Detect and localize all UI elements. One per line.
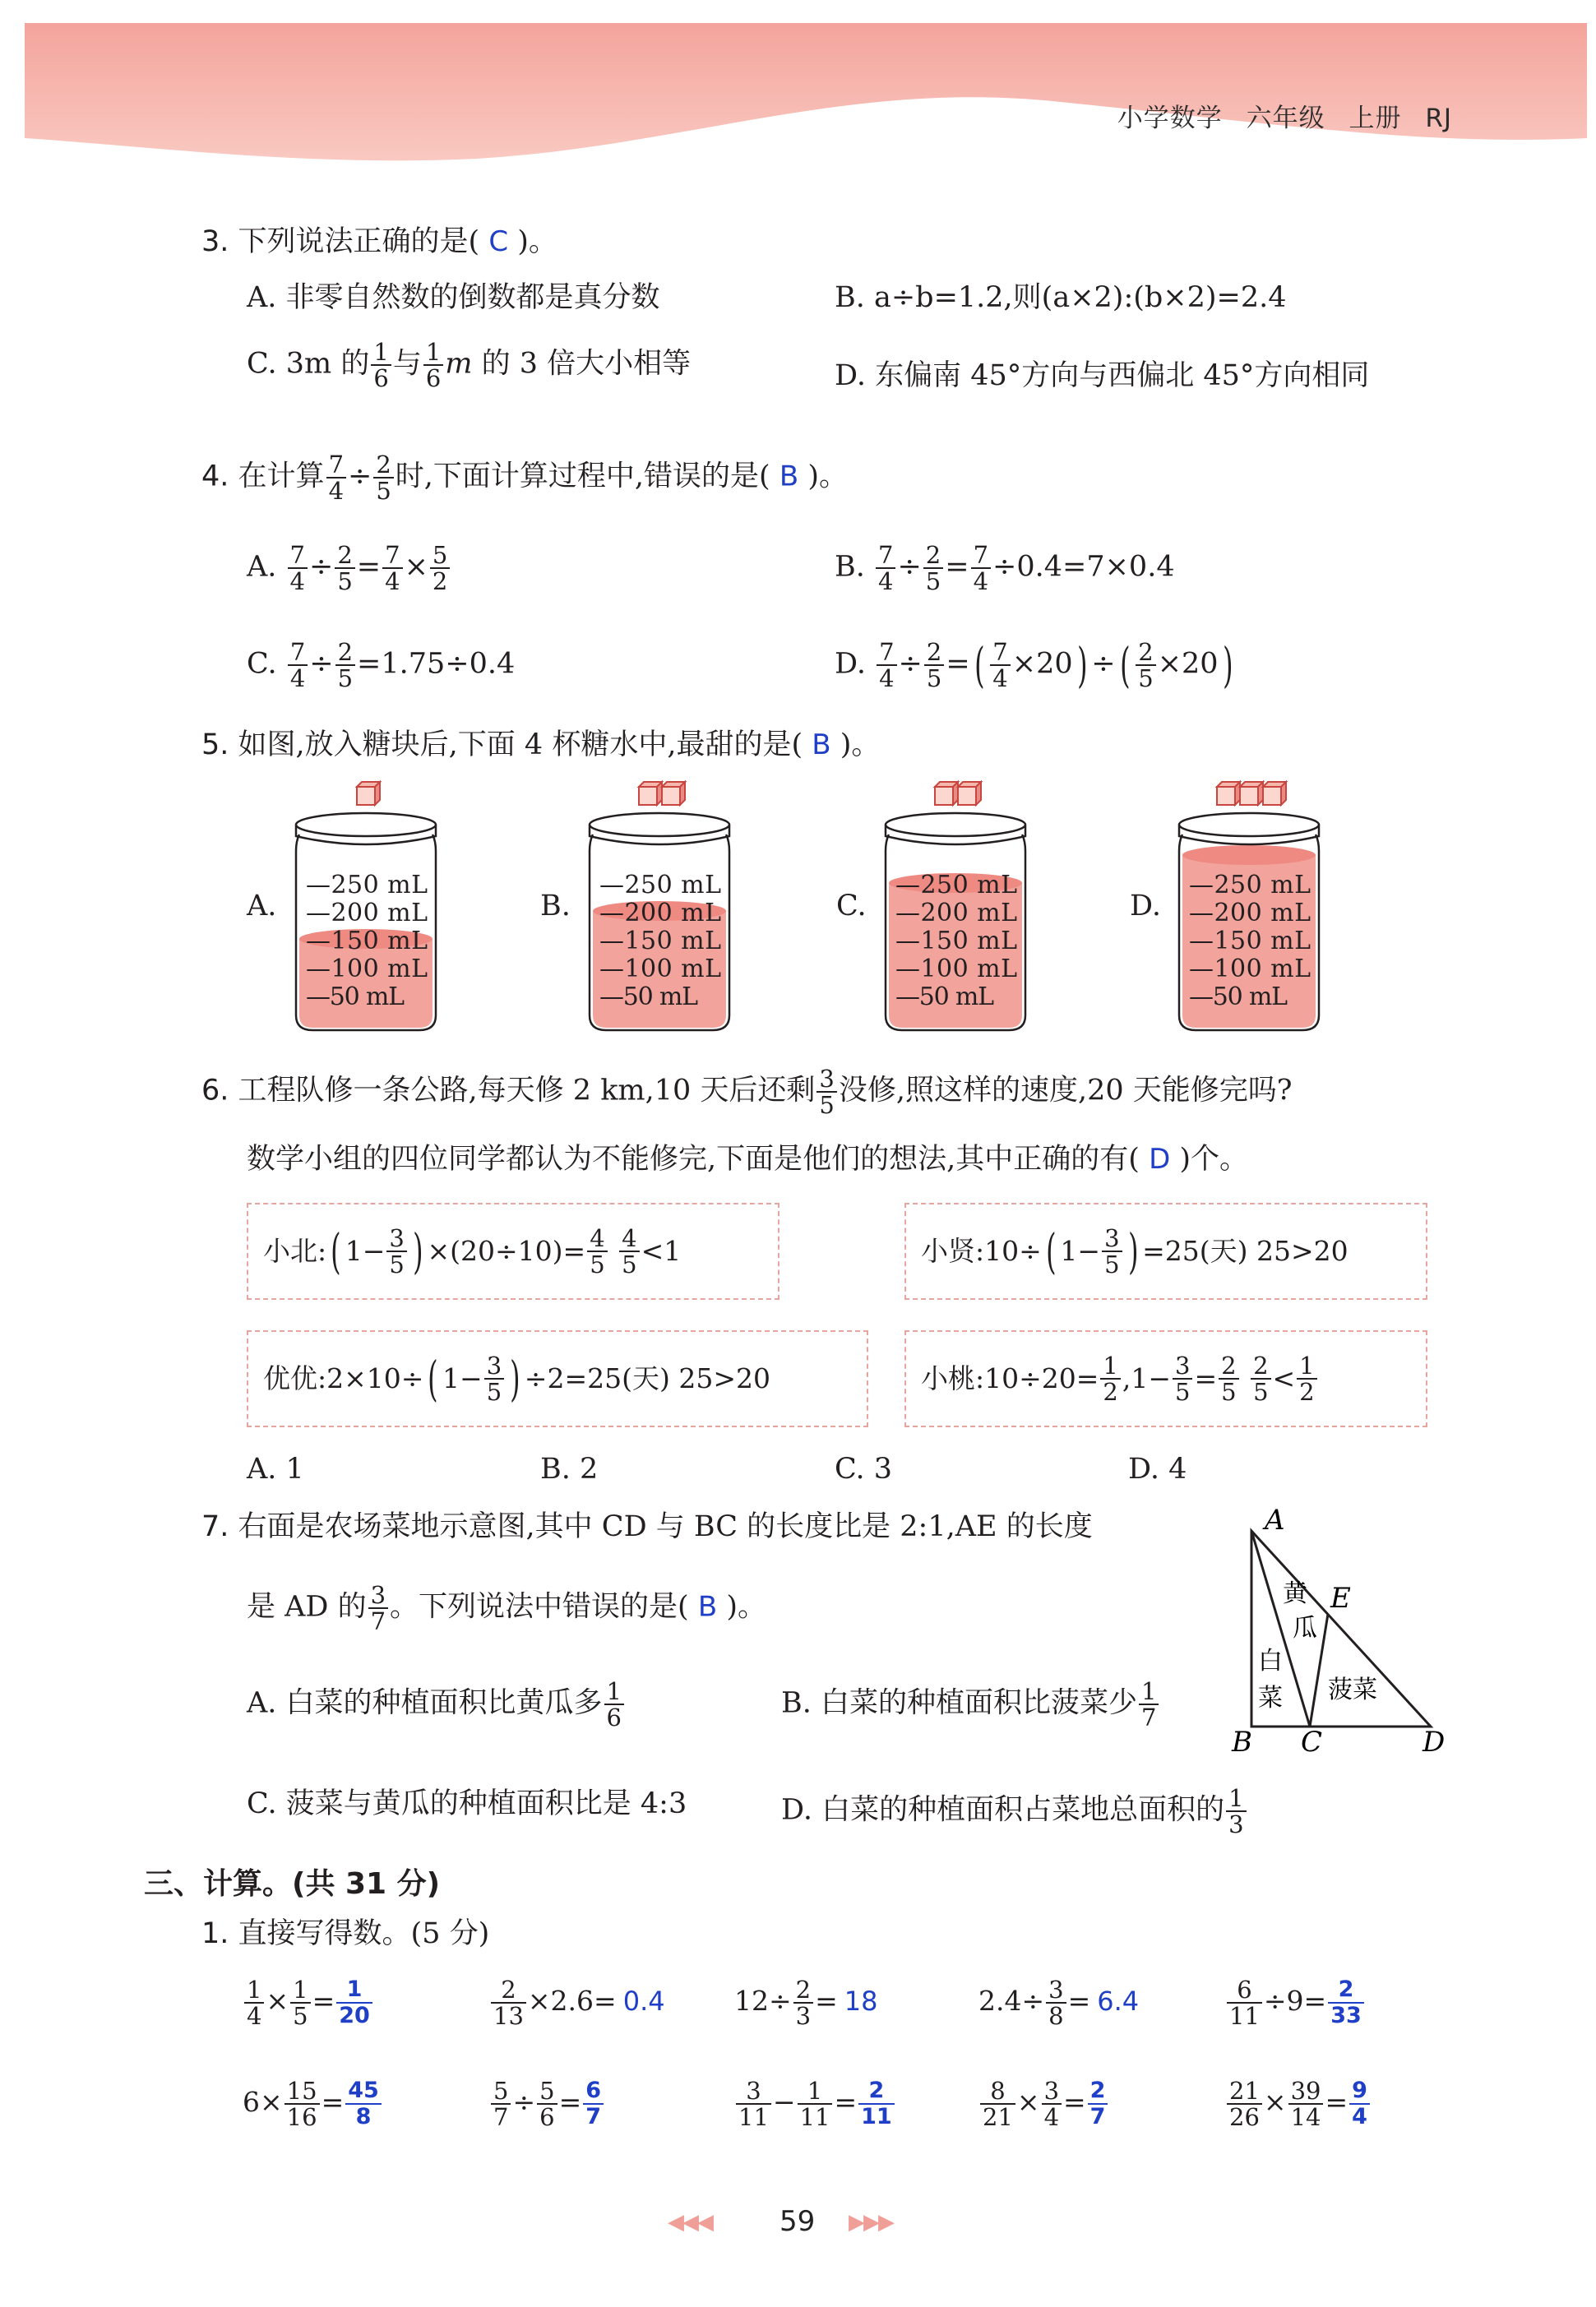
- calc-item: [243, 1977, 374, 2028]
- calc-item: [489, 1977, 665, 2028]
- q4-option-c: C. $\frac{7}{4}$ ÷ $\frac{2}{5}$ =1.75÷0.4: [247, 638, 516, 692]
- q4-stem: 4. 在计算 $\frac{7}{4}$ ÷ $\frac{2}{5}$ 时,下面计算过程中,错误的是( B )。: [201, 451, 848, 505]
- sugar-cube: [662, 782, 685, 805]
- q6-line2: 数学小组的四位同学都认为不能修完,下面是他们的想法,其中正确的有( D )个。: [247, 1143, 1249, 1176]
- jar-2: [590, 782, 729, 1030]
- q6-option-a: A. 1: [247, 1453, 304, 1486]
- q7-line1: 7. 右面是农场菜地示意图,其中 CD 与 BC 的长度比是 2:1,AE 的长度: [201, 1510, 1093, 1543]
- q5-answer: B: [812, 728, 831, 761]
- calc-expr: $\frac{1}{4}$ × $\frac{1}{5}$ =: [243, 1985, 335, 2017]
- calc-expr: 6× $\frac{15}{16}$ =: [243, 2077, 345, 2131]
- calc-item: [978, 1977, 1139, 2028]
- scale-mark: —50 mL: [895, 982, 994, 1011]
- label-huang: 黄: [1283, 1579, 1307, 1608]
- jar-4: [1179, 782, 1319, 1030]
- scale-mark: —150 mL: [599, 927, 721, 955]
- sugar-cube: [357, 782, 380, 805]
- scale-mark: —100 mL: [599, 955, 721, 983]
- label-cai: 菜: [1258, 1684, 1283, 1713]
- jar-rim: [590, 813, 729, 836]
- scale-mark: —100 mL: [306, 955, 428, 983]
- header-band: [25, 23, 1587, 163]
- q7-line2: 是 AD 的 $\frac{3}{7}$ 。下列说法中错误的是( B )。: [247, 1581, 766, 1635]
- scale-mark: —200 mL: [895, 899, 1017, 927]
- idea-box-youyou: 优优:2×10÷ ( 1− $\frac{3}{5}$ ) ÷2=25(天) 25>20: [247, 1330, 868, 1427]
- label-b: B: [1232, 1726, 1252, 1759]
- q3-answer: C: [488, 225, 509, 258]
- calc-expr: $\frac{21}{26}$ × $\frac{39}{14}$ =: [1225, 2086, 1348, 2118]
- calc-expr: 12÷ $\frac{2}{3}$ =: [734, 1976, 838, 2030]
- calc-item: [978, 2078, 1109, 2129]
- scale-mark: —250 mL: [306, 871, 428, 899]
- sugar-cube: [1240, 782, 1263, 805]
- q3-option-d: D. 东偏南 45°方向与西偏北 45°方向相同: [835, 359, 1370, 392]
- q3-option-b: B. a÷b=1.2,则(a×2):(b×2)=2.4: [835, 281, 1287, 314]
- scale-mark: —50 mL: [306, 982, 405, 1011]
- label-e: E: [1330, 1582, 1351, 1615]
- edition: RJ: [1425, 104, 1452, 133]
- idea-box-xiaobei: 小北: ( 1− $\frac{3}{5}$ ) ×(20÷10)= $\frac{4}{5}$ $\frac{4}{5}$ <1: [247, 1203, 779, 1300]
- calc-expr: $\frac{2}{13}$ ×2.6=: [489, 1985, 617, 2017]
- scale-mark: —50 mL: [1189, 982, 1288, 1011]
- scale-mark: —100 mL: [1189, 955, 1311, 983]
- scale-mark: —250 mL: [1189, 871, 1311, 899]
- q3-stem: 3. 下列说法正确的是( C )。: [201, 225, 557, 258]
- grade: 六年级: [1246, 104, 1325, 133]
- section-3-title: 三、计算。(共 31 分): [144, 1867, 441, 1901]
- calc-expr: $\frac{8}{21}$ × $\frac{3}{4}$ =: [978, 2086, 1086, 2118]
- calc-answer: $\frac{45}{8}$: [344, 2086, 383, 2118]
- scale-mark: —250 mL: [895, 871, 1017, 899]
- water-surface: [1182, 845, 1316, 865]
- label-a: A: [1265, 1505, 1285, 1537]
- calc-item: [489, 2078, 605, 2129]
- subject: 小学数学: [1117, 104, 1223, 133]
- scale-mark: —250 mL: [599, 871, 721, 899]
- jar-label-b: B.: [540, 890, 571, 922]
- calc-expr: 2.4÷ $\frac{3}{8}$ =: [978, 1976, 1091, 2030]
- jar-label-a: A.: [247, 890, 277, 922]
- calc-item: [734, 2078, 896, 2129]
- q4-option-d: D. $\frac{7}{4}$ ÷ $\frac{2}{5}$ =( $\frac{7}{4}$ ×20) ÷( $\frac{2}{5}$ ×20): [835, 637, 1233, 693]
- sugar-cube: [1217, 782, 1240, 805]
- q3-option-c: C. 3m 的 $\frac{1}{6}$ 与 $\frac{1}{6}$ m 的 3 倍大小相等: [247, 338, 692, 392]
- q7-option-b: B. 白菜的种植面积比菠菜少 $\frac{1}{7}$: [781, 1679, 1160, 1730]
- q4-option-b: B. $\frac{7}{4}$ ÷ $\frac{2}{5}$ = $\frac{7}{4}$ ÷0.4=7×0.4: [835, 541, 1175, 595]
- jar-rim: [886, 813, 1025, 836]
- calc-answer: $\frac{2}{33}$: [1326, 1985, 1366, 2017]
- calc-answer: 18: [844, 1986, 878, 2017]
- q6-option-d: D. 4: [1128, 1453, 1187, 1486]
- scale-mark: —150 mL: [1189, 927, 1311, 955]
- scale-mark: —150 mL: [895, 927, 1017, 955]
- label-c: C: [1301, 1726, 1323, 1759]
- label-bocai: 菠菜: [1328, 1676, 1377, 1704]
- footer-right-arrows: ▶▶▶: [849, 2210, 893, 2235]
- jar-rim: [296, 813, 436, 836]
- q7-option-a: A. 白菜的种植面积比黄瓜多 $\frac{1}{6}$: [247, 1679, 626, 1730]
- q5-stem: 5. 如图,放入糖块后,下面 4 杯糖水中,最甜的是( B )。: [201, 728, 881, 761]
- calc-item: [1225, 2078, 1372, 2129]
- calc-answer: 0.4: [622, 1986, 665, 2017]
- calc-answer: $\frac{2}{7}$: [1086, 2086, 1110, 2118]
- calc-answer: $\frac{9}{4}$: [1348, 2086, 1372, 2118]
- q4-option-a: A. $\frac{7}{4}$ ÷ $\frac{2}{5}$ = $\frac{7}{4}$ × $\frac{5}{2}$: [247, 543, 451, 594]
- calc-item: [734, 1977, 877, 2028]
- calc-expr: $\frac{6}{11}$ ÷9=: [1225, 1985, 1326, 2017]
- jar-label-d: D.: [1130, 890, 1161, 922]
- scale-mark: —200 mL: [599, 899, 721, 927]
- idea-box-xiaotao: 小桃:10÷20= $\frac{1}{2}$ ,1− $\frac{3}{5}$ = $\frac{2}{5}$ $\frac{2}{5}$ < $\frac{1}{2}$: [904, 1330, 1427, 1427]
- calc-answer: 6.4: [1097, 1986, 1140, 2017]
- q7-option-d: D. 白菜的种植面积占菜地总面积的 $\frac{1}{3}$: [781, 1786, 1248, 1837]
- volume: 上册: [1349, 104, 1402, 133]
- scale-mark: —50 mL: [599, 982, 698, 1011]
- jar-1: [296, 782, 436, 1030]
- calc-expr: $\frac{3}{11}$ − $\frac{1}{11}$ =: [734, 2086, 857, 2118]
- jar-rim: [1179, 813, 1319, 836]
- farm-diagram: [1225, 1505, 1464, 1759]
- sec3-sub-title: 1. 直接写得数。(5 分): [201, 1917, 490, 1950]
- label-bai: 白: [1258, 1647, 1283, 1676]
- calc-answer: $\frac{2}{11}$: [857, 2086, 896, 2118]
- jar-label-c: C.: [836, 890, 867, 922]
- idea-box-xiaoxian: 小贤:10÷ ( 1− $\frac{3}{5}$ ) =25(天) 25>20: [904, 1203, 1427, 1300]
- q6-option-c: C. 3: [835, 1453, 893, 1486]
- scale-mark: —100 mL: [895, 955, 1017, 983]
- calc-answer: $\frac{1}{20}$: [335, 1985, 374, 2017]
- sugar-cube: [1263, 782, 1286, 805]
- sugar-cube: [935, 782, 958, 805]
- book-info: [1117, 97, 1452, 134]
- q3-option-a: A. 非零自然数的倒数都是真分数: [247, 281, 660, 314]
- q6-option-b: B. 2: [540, 1453, 599, 1486]
- jar-3: [886, 782, 1025, 1030]
- label-d: D: [1423, 1726, 1446, 1759]
- q6-answer: D: [1149, 1143, 1171, 1176]
- footer-left-arrows: ◀◀◀: [668, 2210, 712, 2235]
- page-number: 59: [779, 2205, 816, 2238]
- sugar-cube: [639, 782, 662, 805]
- calc-expr: $\frac{5}{7}$ ÷ $\frac{5}{6}$ =: [489, 2086, 581, 2118]
- q7-answer: B: [697, 1590, 718, 1624]
- jars-figure: [280, 777, 1349, 1032]
- label-gua: 瓜: [1293, 1614, 1317, 1643]
- q6-line1: 6. 工程队修一条公路,每天修 2 km,10 天后还剩 $\frac{3}{5}$ 没修,照这样的速度,20 天能修完吗?: [201, 1065, 1293, 1119]
- calc-item: [243, 2078, 383, 2129]
- scale-mark: —150 mL: [306, 927, 428, 955]
- q7-option-c: C. 菠菜与黄瓜的种植面积比是 4:3: [247, 1787, 687, 1820]
- calc-answer: $\frac{6}{7}$: [581, 2086, 605, 2118]
- q4-answer: B: [779, 460, 799, 493]
- sugar-cube: [958, 782, 981, 805]
- scale-mark: —200 mL: [306, 899, 428, 927]
- calc-item: [1225, 1977, 1366, 2028]
- scale-mark: —200 mL: [1189, 899, 1311, 927]
